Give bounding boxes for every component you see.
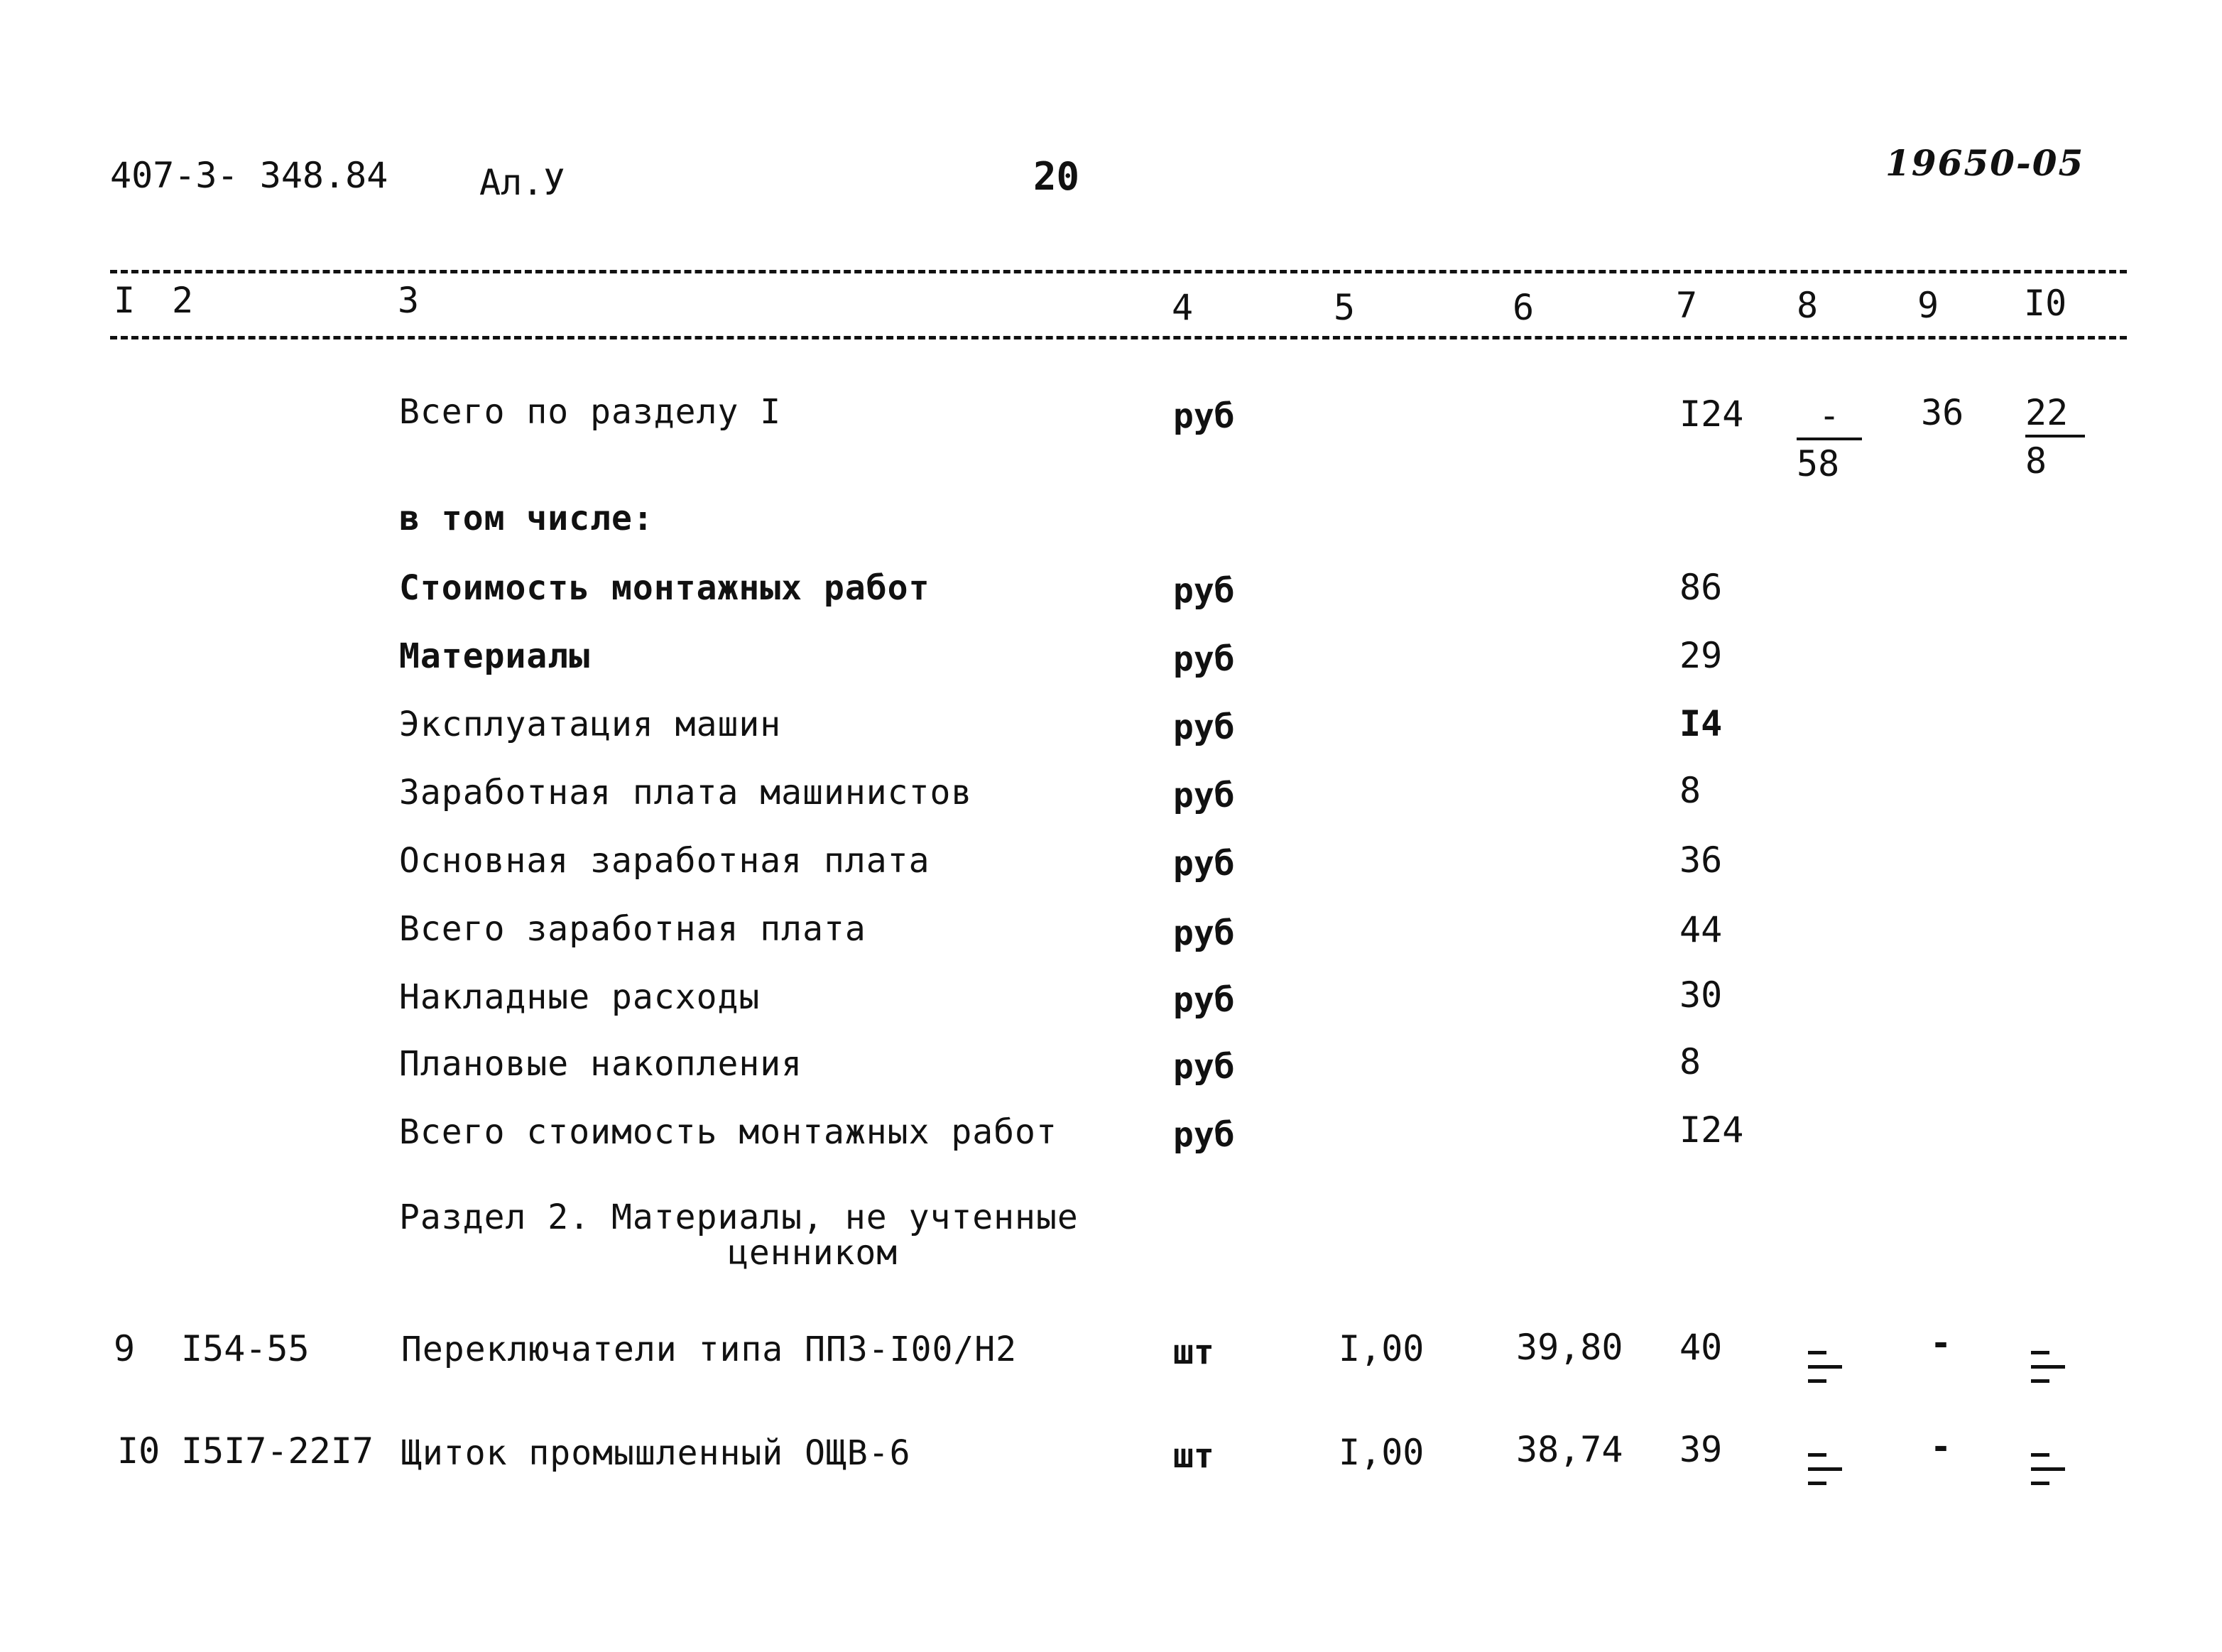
breakdown-unit: руб [1173,776,1235,815]
item-total: 39 [1679,1429,1723,1470]
fraction-numerator: - [1818,395,1841,436]
column-number-4: 4 [1172,287,1194,328]
fraction-denominator: 58 [1797,443,1840,484]
breakdown-unit: руб [1173,844,1235,884]
breakdown-label: Всего заработная плата [399,909,866,949]
column-number-10: I0 [2024,283,2067,324]
item-unit-price: 39,80 [1516,1327,1623,1368]
ditto-mark [1802,1341,1845,1391]
breakdown-unit: руб [1173,1115,1235,1155]
fraction-denominator: 8 [2025,440,2047,482]
item-quantity: I,00 [1339,1328,1425,1369]
breakdown-label: Эксплуатация машин [399,705,782,744]
item-unit: шт [1173,1332,1214,1372]
album-label: Ал.У [479,162,565,203]
ditto-mark [2025,1443,2068,1493]
column-number-9: 9 [1917,285,1939,326]
document-code: 407-3- 348.84 [110,155,388,196]
including-label: в том числе: [399,499,654,538]
fraction-numerator: 22 [2025,392,2069,433]
column-number-7: 7 [1676,285,1698,326]
column-number-8: 8 [1797,285,1819,326]
item-name: Щиток промышленный ОЩВ-6 [401,1433,911,1473]
item-number: I0 [117,1430,160,1472]
section2-title-continued: ценником [728,1233,898,1273]
column-number-6: 6 [1513,287,1535,328]
item-quantity: I,00 [1339,1432,1425,1473]
header-top-rule [110,270,2127,273]
breakdown-value: 44 [1679,909,1723,950]
column-number-1: I [114,280,136,321]
breakdown-value: 8 [1679,770,1701,811]
breakdown-unit: руб [1173,913,1235,953]
breakdown-value: I24 [1679,1109,1744,1151]
fraction-bar [1797,438,1862,440]
item-code: I54-55 [181,1328,310,1369]
item-unit: шт [1173,1436,1214,1476]
section1-total-col8-fraction [1797,395,1862,484]
breakdown-value: 36 [1679,839,1723,881]
item-col9-dash: - [1930,1426,1952,1467]
ditto-mark [2025,1341,2068,1391]
breakdown-label: Стоимость монтажных работ [399,568,930,608]
column-number-5: 5 [1334,287,1356,328]
ditto-mark [1802,1443,1845,1493]
breakdown-label: Основная заработная плата [399,841,930,881]
column-number-2: 2 [172,280,194,321]
item-col9-dash: - [1930,1322,1952,1364]
breakdown-unit: руб [1173,1047,1235,1087]
section1-total-unit: руб [1173,396,1235,436]
fraction-bar [2025,435,2085,438]
breakdown-unit: руб [1173,571,1235,611]
breakdown-unit: руб [1173,980,1235,1020]
page-number: 20 [1033,154,1080,199]
section1-total-col7: I24 [1679,393,1744,435]
breakdown-unit: руб [1173,639,1235,679]
breakdown-value: I4 [1679,703,1723,744]
breakdown-label: Накладные расходы [399,977,761,1017]
section1-total-col10-fraction [2025,392,2085,482]
header-bottom-rule [110,336,2127,339]
item-unit-price: 38,74 [1516,1429,1623,1470]
breakdown-unit: руб [1173,707,1235,747]
section2-title: Раздел 2. Материалы, не учтенные [399,1197,1079,1237]
item-number: 9 [114,1328,136,1369]
breakdown-value: 8 [1679,1041,1701,1082]
item-name: Переключатели типа ППЗ-I00/Н2 [401,1330,1018,1369]
section1-total-label: Всего по разделу I [399,392,782,432]
item-code: I5I7-22I7 [181,1430,374,1472]
column-number-3: 3 [398,280,420,321]
item-total: 40 [1679,1327,1723,1368]
inventory-stamp: 19650-05 [1885,142,2085,184]
breakdown-value: 30 [1679,974,1723,1016]
breakdown-label: Заработная плата машинистов [399,773,973,813]
breakdown-value: 29 [1679,635,1723,676]
breakdown-label: Плановые накопления [399,1044,803,1084]
breakdown-label: Материалы [399,636,591,676]
section1-total-col9: 36 [1921,392,1964,433]
breakdown-value: 86 [1679,567,1723,608]
breakdown-label: Всего стоимость монтажных работ [399,1112,1057,1152]
